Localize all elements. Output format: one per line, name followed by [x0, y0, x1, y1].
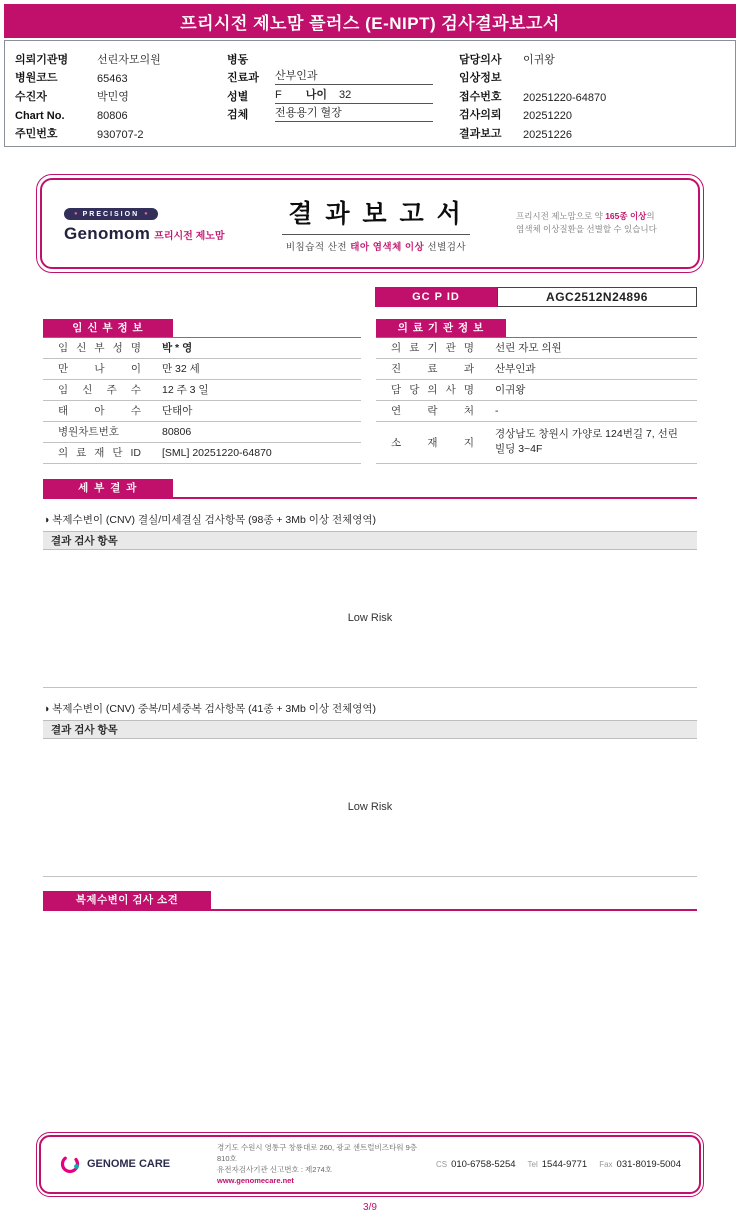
result-table-header: 결과 검사 항목	[43, 531, 697, 550]
fax-number: 031-8019-5004	[616, 1158, 681, 1170]
report-header-box-inner	[40, 178, 700, 269]
field-value: 선린자모의원	[97, 53, 161, 66]
table-row	[43, 337, 361, 358]
blank-opinion-area	[0, 911, 740, 1132]
mother-info-header: 임 신 부 정 보	[43, 319, 173, 337]
field-value: 65463	[97, 73, 128, 85]
field-row	[227, 67, 459, 86]
field-row	[15, 122, 227, 141]
footer-box-inner	[39, 1135, 701, 1194]
field-label: 의뢰기관명	[15, 53, 69, 66]
patient-header-left-column	[15, 48, 227, 141]
gcpid-value: AGC2512N24896	[497, 287, 697, 307]
field-value: 단태아	[155, 400, 361, 421]
report-title: 프리시전 제노맘 플러스 (E-NIPT) 검사결과보고서	[180, 13, 560, 33]
field-value: 80806	[97, 110, 128, 122]
footer-website: www.genomecare.net	[217, 1176, 294, 1186]
field-label: 병동	[227, 53, 249, 66]
footer-address	[217, 1142, 424, 1187]
badge-dot-icon: ●	[144, 211, 148, 217]
field-label: 임상정보	[459, 72, 502, 84]
field-row	[459, 104, 725, 123]
field-value: 박민영	[97, 90, 129, 103]
genomecare-logo-icon	[59, 1153, 81, 1175]
detail-results-header: 세 부 결 과	[43, 479, 173, 497]
field-label: 결과보고	[459, 127, 502, 140]
field-label: 접수번호	[459, 90, 502, 103]
field-label: 태 아 수	[43, 400, 155, 421]
field-value: -	[488, 400, 697, 421]
enipt-report-page	[0, 4, 740, 1212]
field-value: 80806	[155, 421, 361, 442]
field-value: 선린 자모 의원	[488, 337, 697, 358]
field-label: 의 료 기 관 명	[376, 337, 488, 358]
field-row	[227, 48, 459, 67]
footer-address-line1: 경기도 수원시 영통구 창룡대로 260, 광교 센트럴비즈타워 9층 810호	[217, 1142, 417, 1163]
report-header-box	[36, 174, 704, 273]
info-tables	[43, 319, 697, 464]
field-row	[15, 67, 227, 86]
cnv-opinion-header: 복제수변이 검사 소견	[43, 891, 211, 909]
field-label: 담 당 의 사 명	[376, 379, 488, 400]
cnv-deletion-section	[43, 512, 697, 688]
field-row	[459, 48, 725, 67]
field-row	[15, 48, 227, 67]
field-row	[15, 104, 227, 123]
field-row	[15, 85, 227, 104]
table-row	[43, 442, 361, 463]
footer-contacts	[424, 1159, 681, 1170]
document-title: 결 과 보 고 서	[282, 194, 470, 235]
field-value: 20251220-64870	[523, 91, 607, 104]
gcpid-row	[43, 287, 697, 307]
result-table-header: 결과 검사 항목	[43, 720, 697, 739]
gender-age-value	[275, 86, 433, 104]
brand-name: Genomom	[64, 224, 151, 243]
field-label: 진 료 과	[376, 358, 488, 379]
cnv-opinion-header-row	[43, 891, 697, 911]
footer-address-line2: 유전자검사기관 신고번호 : 제274호	[217, 1165, 333, 1174]
table-row	[43, 400, 361, 421]
field-value: 산부인과	[275, 67, 433, 85]
field-value: 930707-2	[97, 128, 144, 141]
field-label: 수진자	[15, 90, 47, 103]
field-value: 이귀왕	[523, 53, 555, 66]
precision-badge	[64, 208, 158, 220]
field-label: 의 료 재 단 ID	[43, 442, 155, 463]
section-title: ◑ 복제수변이 (CNV) 결실/미세결실 검사항목 (98종 + 3Mb 이상 전체영역)	[43, 513, 377, 526]
field-value: 전용용기 혈장	[275, 104, 433, 122]
tagline-line2: 염색체 이상질환을 선별할 수 있습니다	[516, 224, 657, 234]
subtitle-suffix: 선별검사	[424, 241, 467, 253]
field-label: 만 나 이	[43, 358, 155, 379]
genomom-logo	[64, 202, 236, 244]
subtitle-prefix: 비침습적 산전	[285, 241, 351, 253]
genomecare-brand-text: GENOME CARE	[87, 1158, 171, 1170]
field-label: 성별	[227, 90, 249, 103]
field-value: 12 주 3 일	[155, 379, 361, 400]
genomecare-brand	[59, 1153, 217, 1175]
tagline-highlight: 165종 이상	[605, 210, 647, 221]
report-title-banner	[4, 4, 736, 38]
result-value: Low Risk	[347, 612, 393, 624]
tagline-pre: 프리시전 제노맘으로 약	[516, 210, 606, 221]
age-label: 나이	[305, 88, 327, 101]
document-title-block	[236, 194, 516, 253]
field-row	[227, 85, 459, 104]
field-label: Chart No.	[15, 110, 65, 122]
mother-info-grid	[43, 337, 361, 464]
mother-info-table	[43, 319, 361, 464]
tagline-line1	[516, 210, 676, 223]
field-label: 연 락 처	[376, 400, 488, 421]
field-value: [SML] 20251220-64870	[155, 442, 361, 463]
field-label: 임 신 주 수	[43, 379, 155, 400]
field-label: 검체	[227, 109, 249, 121]
table-row	[43, 358, 361, 379]
patient-header-table	[4, 40, 736, 147]
table-row	[376, 379, 697, 400]
gcpid-label: GC P ID	[375, 287, 497, 307]
cs-label: CS	[435, 1159, 448, 1169]
field-row	[459, 67, 725, 86]
table-row	[43, 421, 361, 442]
precision-badge-label: PRECISION	[82, 210, 140, 218]
field-label: 병원코드	[15, 72, 58, 84]
field-row	[227, 104, 459, 123]
field-label: 주민번호	[15, 127, 58, 140]
table-row	[43, 379, 361, 400]
tel-label: Tel	[527, 1159, 538, 1169]
field-label: 진료과	[227, 72, 259, 84]
field-value: 박 * 영	[155, 337, 361, 358]
subtitle-highlight: 태아 염색체 이상	[350, 241, 425, 253]
clinic-info-grid	[376, 337, 697, 464]
table-row	[376, 358, 697, 379]
field-label: 임 신 부 성 명	[43, 337, 155, 358]
section-title: ◑ 복제수변이 (CNV) 중복/미세중복 검사항목 (41종 + 3Mb 이상 전체영역)	[43, 702, 377, 715]
field-label: 소 재 지	[376, 421, 488, 463]
clinic-info-header: 의 료 기 관 정 보	[376, 319, 506, 337]
footer-box	[36, 1132, 704, 1197]
table-row	[376, 400, 697, 421]
clinic-info-table	[376, 319, 697, 464]
field-value: 이귀왕	[488, 379, 697, 400]
patient-header-right-column	[459, 48, 725, 141]
field-label: 검사의뢰	[459, 109, 502, 121]
field-value: 20251226	[523, 128, 572, 141]
result-area	[43, 550, 697, 688]
page-number: 3/9	[363, 1201, 377, 1213]
field-value: 산부인과	[488, 358, 697, 379]
detail-results-header-row	[43, 479, 697, 499]
result-value: Low Risk	[347, 801, 393, 813]
document-subtitle	[236, 239, 516, 253]
brand-tagline	[516, 210, 676, 236]
field-value: 만 32 세	[155, 358, 361, 379]
badge-dot-icon: ●	[74, 211, 78, 217]
table-row	[376, 421, 697, 463]
tagline-post: 의	[646, 210, 655, 221]
result-area	[43, 739, 697, 877]
brand-korean-name: 프리시전 제노맘	[154, 231, 225, 242]
cs-number: 010-6758-5254	[451, 1158, 516, 1170]
brand-line	[64, 224, 236, 244]
tel-number: 1544-9771	[541, 1158, 588, 1170]
cnv-duplication-section	[43, 701, 697, 877]
field-value: 경상남도 창원시 가양로 124번길 7, 선린 빌딩 3~4F	[488, 421, 697, 463]
patient-header-middle-column	[227, 48, 459, 141]
gender-value: F	[275, 88, 282, 101]
fax-label: Fax	[599, 1159, 613, 1169]
table-row	[376, 337, 697, 358]
field-value: 20251220	[523, 110, 572, 122]
age-value: 32	[339, 88, 352, 101]
field-row	[459, 85, 725, 104]
field-label: 담당의사	[459, 53, 502, 66]
field-label: 병원차트번호	[43, 421, 155, 442]
field-row	[459, 122, 725, 141]
